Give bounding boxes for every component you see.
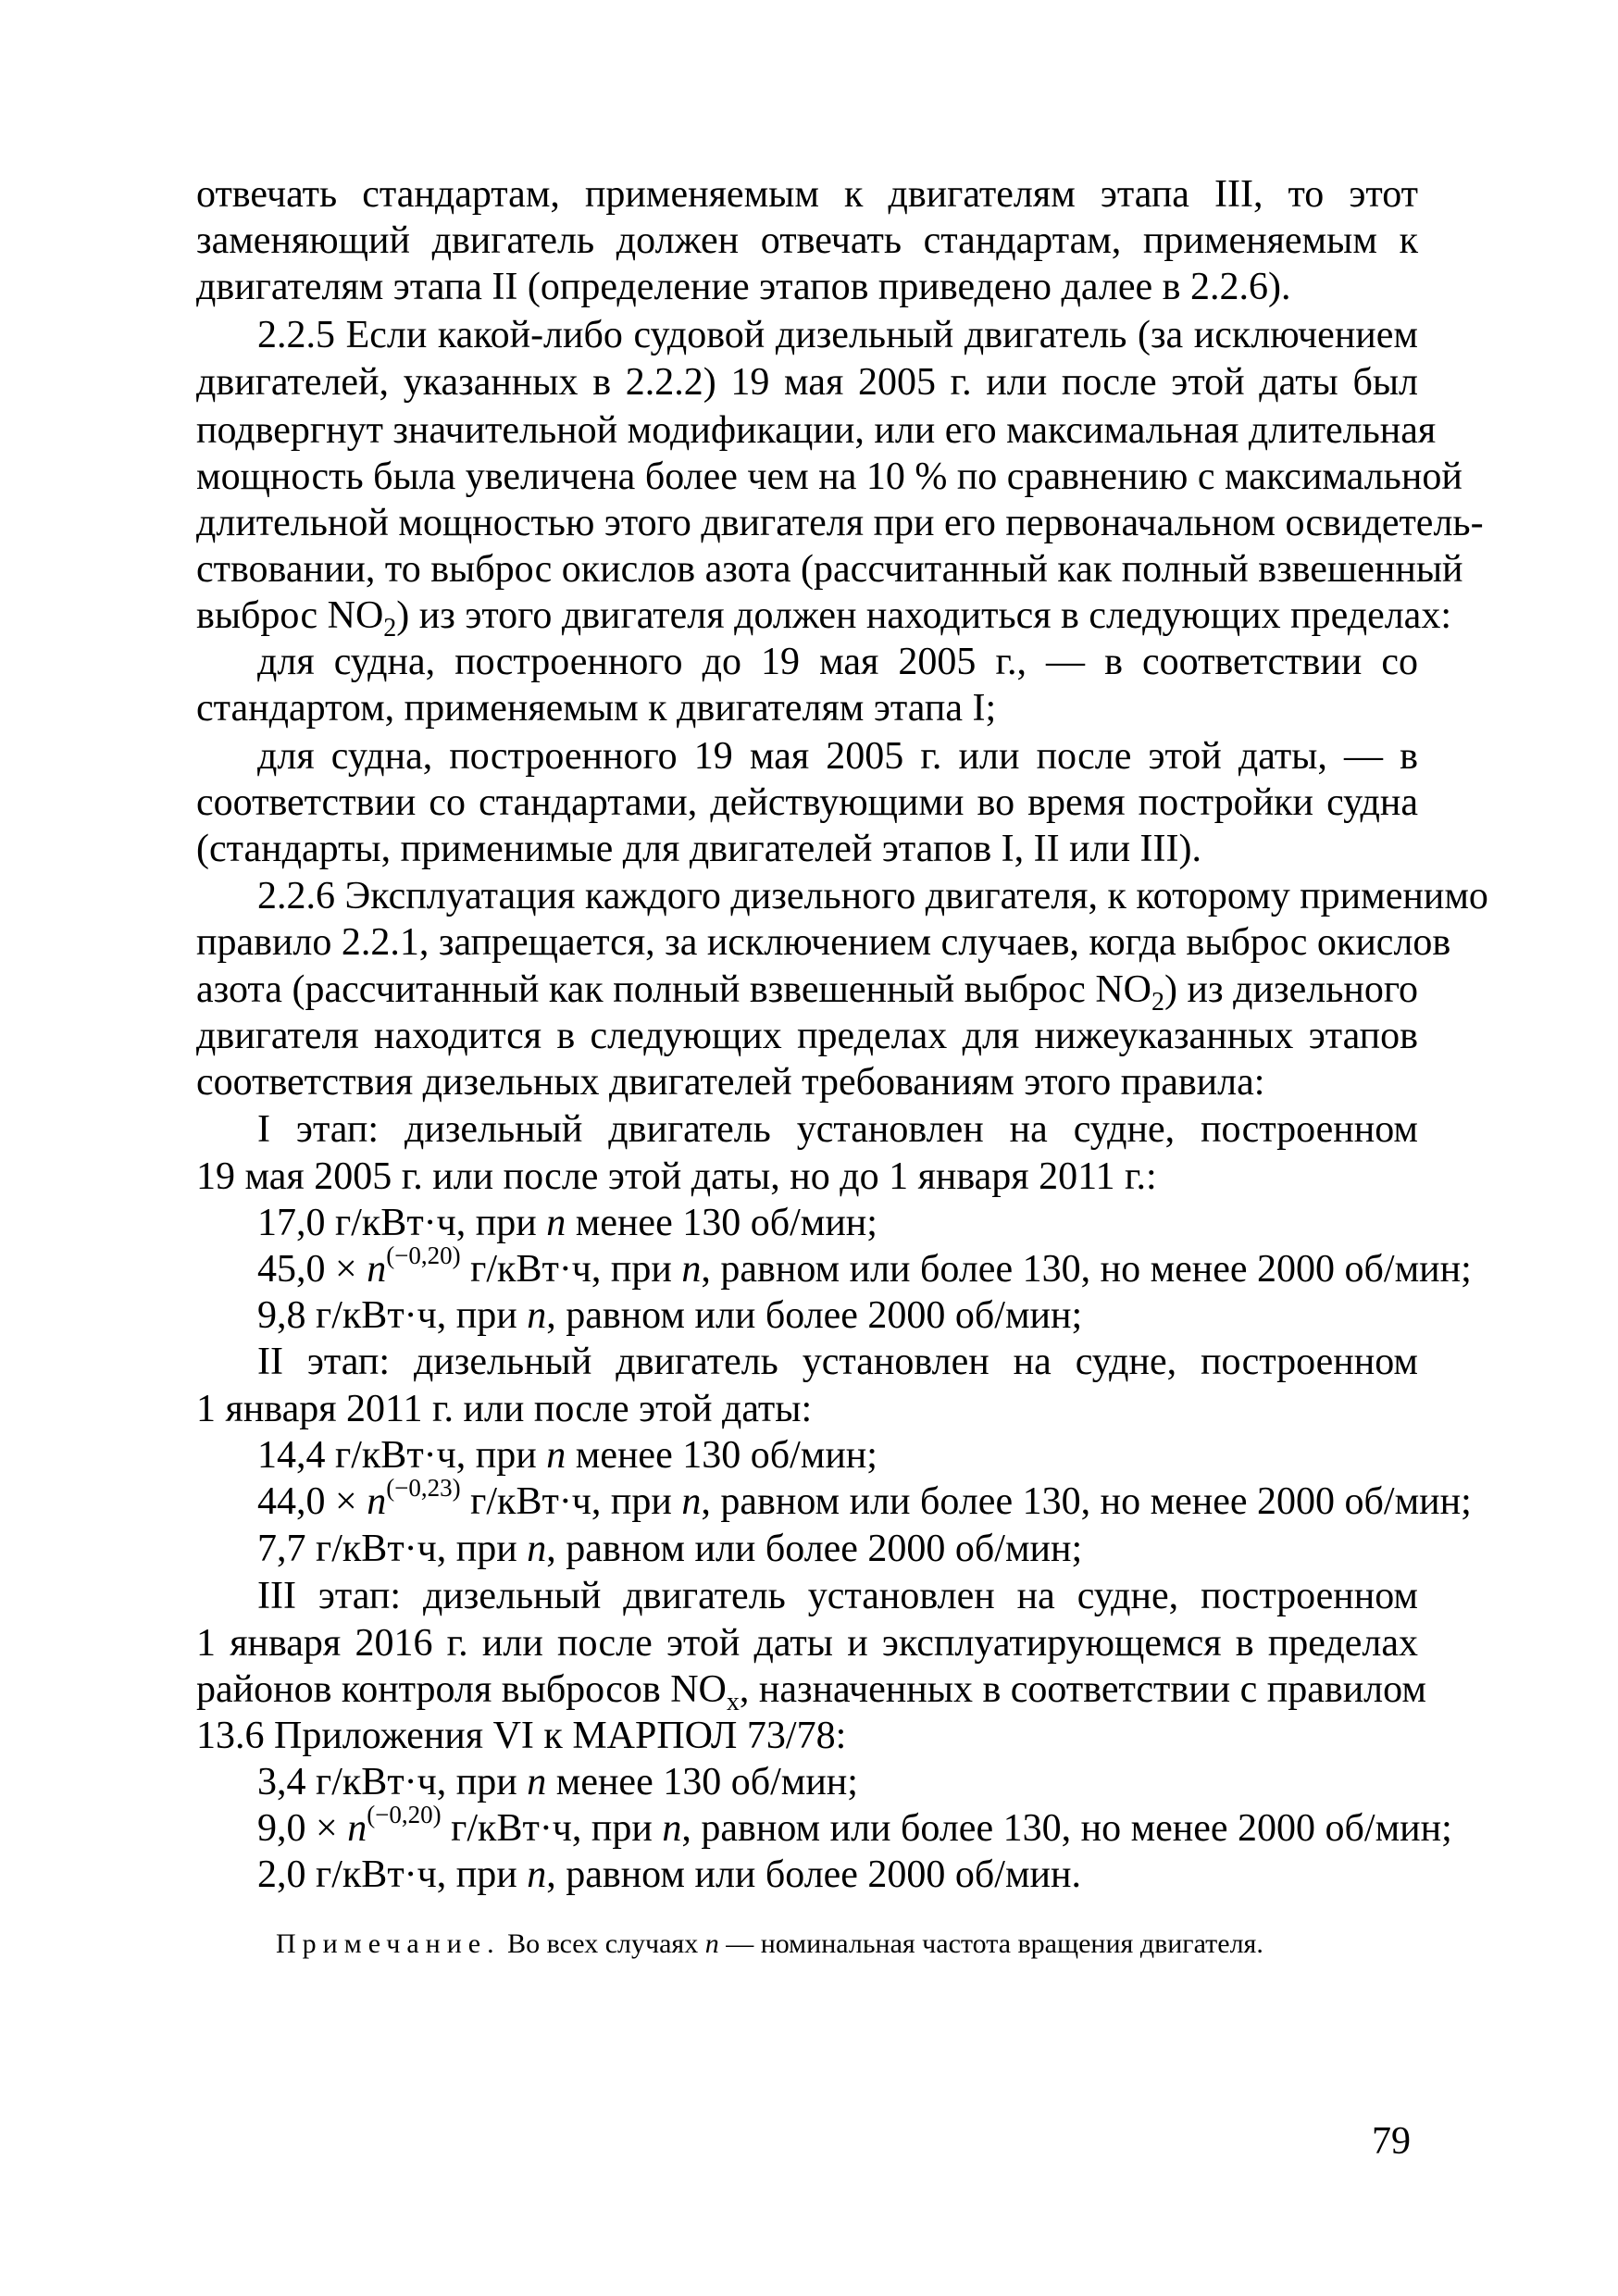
limit-line: 2,0 г/кВт·ч, при n, равном или более 2000 об/мин. [257, 1853, 1082, 1896]
text-line: для судна, построенного до 19 мая 2005 г., — в соответствии со [257, 641, 1418, 683]
text-line: районов контроля выбросов $NO_x$, назначенных в соответствии с правилом [196, 1668, 1426, 1716]
limit-formula-line: $45,0 \times n^{(-0,20)}$ г/кВт·ч, при n, равном или более 130, но менее 2000 об/мин; [257, 1242, 1472, 1291]
text-line: заменяющий двигатель должен отвечать стандартам, применяемым к [196, 219, 1418, 262]
limit-line: 9,8 г/кВт·ч, при n, равном или более 2000 об/мин; [257, 1294, 1083, 1337]
text-line: подвергнут значительной модификации, или его максимальная длительная [196, 409, 1437, 452]
text-line: стандартом, применяемым к двигателям этапа I; [196, 687, 997, 730]
section-2-2-5-line: 2.2.5 Если какой-либо судовой дизельный двигатель (за исключением [257, 314, 1418, 356]
limit-line: 14,4 г/кВт·ч, при n менее 130 об/мин; [257, 1434, 877, 1477]
text-line: выброс $NO_2$) из этого двигателя должен находиться в следующих пределах: [196, 594, 1451, 643]
text-line: длительной мощностью этого двигателя при его первоначальном освидетель- [196, 502, 1484, 544]
page-number: 79 [1372, 2120, 1411, 2163]
stage-1-heading: I этап: дизельный двигатель установлен на судне, построенном [257, 1108, 1418, 1151]
text-line: двигателям этапа II (определение этапов приведено далее в 2.2.6). [196, 266, 1291, 308]
text-line: правило 2.2.1, запрещается, за исключением случаев, когда выброс окислов [196, 921, 1451, 964]
text-line: 19 мая 2005 г. или после этой даты, но до 1 января 2011 г.: [196, 1155, 1157, 1198]
text-line: 13.6 Приложения VI к МАРПОЛ 73/78: [196, 1715, 847, 1757]
footnote: Примечание. Во всех случаях n — номинальная частота вращения двигателя. [276, 1928, 1263, 1959]
limit-formula-line: $44,0 \times n^{(-0,23)}$ г/кВт·ч, при n, равном или более 130, но менее 2000 об/мин; [257, 1474, 1472, 1523]
stage-3-heading: III этап: дизельный двигатель установлен на судне, построенном [257, 1575, 1418, 1617]
limit-line: 3,4 г/кВт·ч, при n менее 130 об/мин; [257, 1761, 858, 1803]
text-line: соответствии со стандартами, действующими во время постройки судна [196, 781, 1418, 824]
text-line: двигателей, указанных в 2.2.2) 19 мая 2005 г. или после этой даты был [196, 361, 1418, 404]
limit-formula-line: $9,0 \times n^{(-0,20)}$ г/кВт·ч, при n, равном или более 130, но менее 2000 об/мин; [257, 1801, 1452, 1850]
footnote-label: Примечание. [276, 1928, 501, 1959]
text-line: двигателя находится в следующих пределах для нижеуказанных этапов [196, 1015, 1418, 1057]
section-2-2-6-line: 2.2.6 Эксплуатация каждого дизельного двигателя, к которому применимо [257, 875, 1488, 917]
text-line: 1 января 2011 г. или после этой даты: [196, 1388, 813, 1430]
limit-line: 7,7 г/кВт·ч, при n, равном или более 2000 об/мин; [257, 1528, 1083, 1570]
limit-line: 17,0 г/кВт·ч, при n менее 130 об/мин; [257, 1202, 877, 1244]
text-line: 1 января 2016 г. или после этой даты и эксплуатирующемся в пределах [196, 1622, 1418, 1665]
text-line: соответствия дизельных двигателей требованиям этого правила: [196, 1061, 1265, 1104]
text-line: для судна, построенного 19 мая 2005 г. или после этой даты, — в [257, 735, 1418, 778]
stage-2-heading: II этап: дизельный двигатель установлен на судне, построенном [257, 1341, 1418, 1383]
text-line: отвечать стандартам, применяемым к двигателям этапа III, то этот [196, 173, 1418, 216]
text-line: ствовании, то выброс окислов азота (рассчитанный как полный взвешенный [196, 548, 1463, 591]
text-line: азота (рассчитанный как полный взвешенный выброс $NO_2$) из дизельного [196, 968, 1419, 1017]
text-line: мощность была увеличена более чем на 10 % по сравнению с максимальной [196, 455, 1462, 498]
text-line: (стандарты, применимые для двигателей этапов I, II или III). [196, 828, 1201, 870]
